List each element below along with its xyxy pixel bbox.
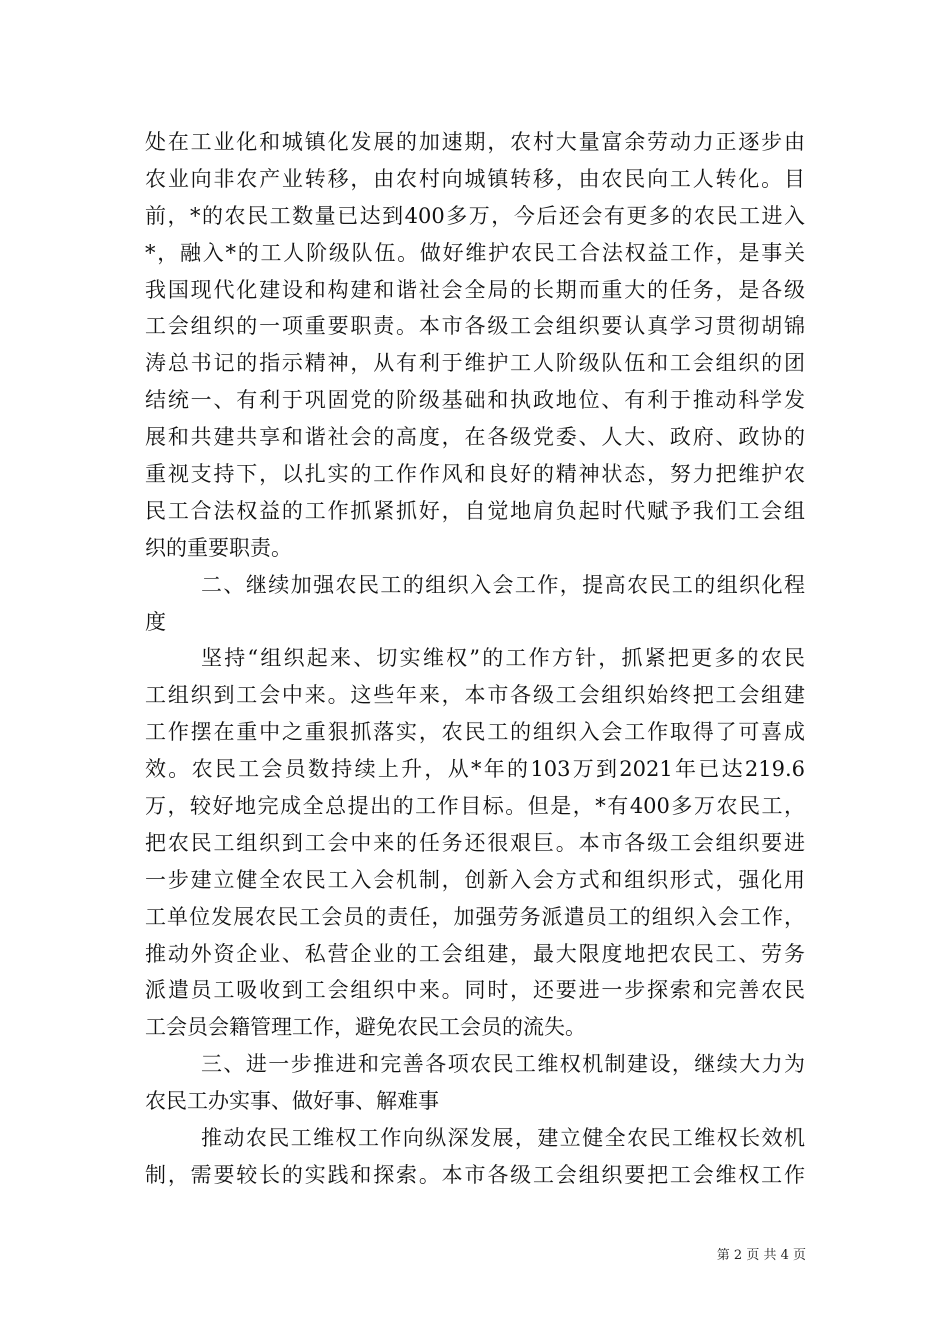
text-line: 工会组织的一项重要职责。本市各级工会组织要认真学习贯彻胡锦 (145, 314, 805, 339)
text-line: 坚持“组织起来、切实维权”的工作方针，抓紧把更多的农民 (201, 646, 805, 671)
text-line: 推动外资企业、私营企业的工会组建，最大限度地把农民工、劳务 (145, 941, 805, 966)
text-line: 工单位发展农民工会员的责任，加强劳务派遣员工的组织入会工作， (145, 904, 805, 929)
text-line: 工会员会籍管理工作，避免农民工会员的流失。 (145, 1015, 586, 1040)
text-line: 前，*的农民工数量已达到400多万，今后还会有更多的农民工进入 (145, 203, 805, 228)
text-line: 展和共建共享和谐社会的高度，在各级党委、人大、政府、政协的 (145, 425, 805, 450)
text-line: 工作摆在重中之重狠抓落实，农民工的组织入会工作取得了可喜成 (145, 720, 805, 745)
text-line: 结统一、有利于巩固党的阶级基础和执政地位、有利于推动科学发 (145, 388, 805, 413)
text-line: 把农民工组织到工会中来的任务还很艰巨。本市各级工会组织要进 (145, 830, 805, 855)
text-line: 重视支持下，以扎实的工作作风和良好的精神状态，努力把维护农 (145, 462, 805, 487)
text-line: 万，较好地完成全总提出的工作目标。但是，*有400多万农民工， (145, 794, 805, 819)
text-line: 一步建立健全农民工入会机制，创新入会方式和组织形式，强化用 (145, 867, 805, 892)
text-line: 制，需要较长的实践和探索。本市各级工会组织要把工会维权工作 (145, 1162, 805, 1187)
page-indicator: 第 2 页 共 4 页 (716, 1248, 806, 1263)
text-line: 推动农民工维权工作向纵深发展，建立健全农民工维权长效机 (201, 1126, 805, 1151)
section-heading-3-cont: 农民工办实事、做好事、解难事 (145, 1089, 439, 1114)
text-line: 织的重要职责。 (145, 535, 292, 560)
section-heading-3: 三、进一步推进和完善各项农民工维权机制建设，继续大力为 (201, 1052, 805, 1077)
text-line: 效。农民工会员数持续上升，从*年的103万到2021年已达219.6 (145, 757, 805, 782)
text-line: 工组织到工会中来。这些年来，本市各级工会组织始终把工会组建 (145, 683, 805, 708)
section-heading-2: 二、继续加强农民工的组织入会工作，提高农民工的组织化程 (201, 572, 805, 597)
document-body (145, 124, 805, 1194)
text-line: 农业向非农产业转移，由农村向城镇转移，由农民向工人转化。目 (145, 166, 805, 191)
text-line: 处在工业化和城镇化发展的加速期，农村大量富余劳动力正逐步由 (145, 130, 805, 154)
text-line: 涛总书记的指示精神，从有利于维护工人阶级队伍和工会组织的团 (145, 351, 805, 376)
text-line: 我国现代化建设和构建和谐社会全局的长期而重大的任务，是各级 (145, 277, 805, 302)
text-line: 民工合法权益的工作抓紧抓好，自觉地肩负起时代赋予我们工会组 (145, 498, 805, 523)
text-line: *，融入*的工人阶级队伍。做好维护农民工合法权益工作，是事关 (145, 240, 805, 265)
text-line: 派遣员工吸收到工会组织中来。同时，还要进一步探索和完善农民 (145, 978, 805, 1003)
section-heading-2-cont: 度 (145, 609, 166, 634)
